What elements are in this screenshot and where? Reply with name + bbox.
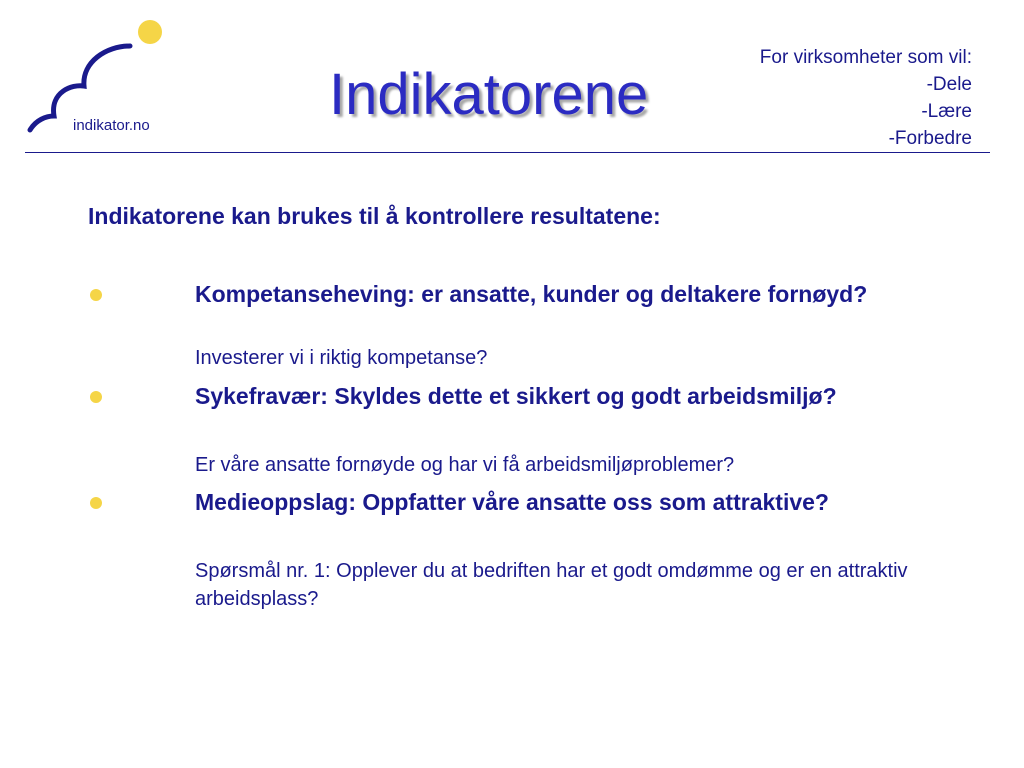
header-divider: [25, 152, 990, 153]
tagline-item: -Dele: [926, 74, 972, 95]
tagline-item: -Forbedre: [888, 128, 972, 149]
logo: [22, 12, 172, 142]
tagline-heading: For virksomheter som vil:: [759, 47, 972, 68]
bullet-sub-text: Spørsmål nr. 1: Opplever du at bedriften har et godt omdømme og er en attraktiv arbeidsplass?: [195, 560, 908, 610]
bullet-dot: [90, 391, 102, 403]
bullet-sub-text: Er våre ansatte fornøyde og har vi få arbeidsmiljøproblemer?: [195, 454, 735, 476]
sun-icon: [138, 20, 162, 44]
bullet-dot: [90, 497, 102, 509]
logo-text: indikator.no: [73, 117, 150, 134]
bullet-dot: [90, 289, 102, 301]
bullet-main-text: Medieoppslag: Oppfatter våre ansatte oss som attraktive?: [195, 489, 829, 515]
bullet-main-text: Sykefravær: Skyldes dette et sikkert og godt arbeidsmiljø?: [195, 383, 837, 409]
intro-text: Indikatorene kan brukes til å kontrollere resultatene:: [88, 203, 661, 229]
tagline: [760, 44, 972, 152]
bullet-sub-text: Investerer vi i riktig kompetanse?: [195, 347, 488, 369]
bullet-main-text: Kompetanseheving: er ansatte, kunder og deltakere fornøyd?: [195, 281, 868, 307]
tagline-item: -Lære: [921, 101, 972, 122]
page-title: Indikatorene: [329, 62, 649, 127]
